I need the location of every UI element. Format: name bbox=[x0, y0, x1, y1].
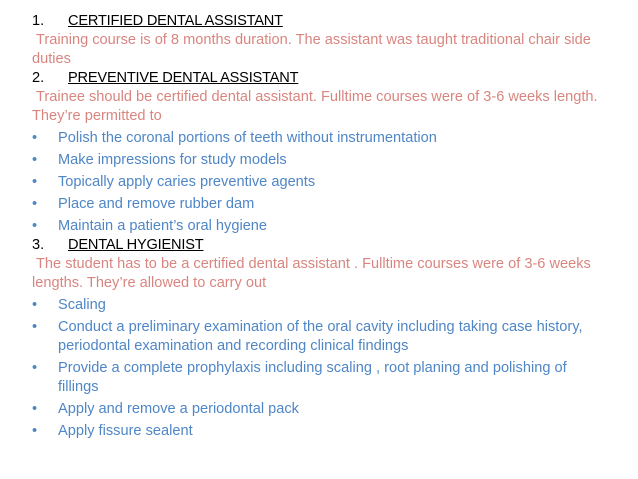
bullet-icon: • bbox=[32, 218, 38, 234]
list-item-text: Topically apply caries preventive agents bbox=[58, 174, 316, 190]
list-item-text: Place and remove rubber dam bbox=[58, 196, 255, 212]
bullet-icon: • bbox=[32, 401, 38, 417]
list-item bbox=[32, 296, 602, 315]
description-text: Training course is of 8 months duration. The assistant was taught traditional chair side duties bbox=[32, 32, 591, 67]
bullet-icon: • bbox=[32, 360, 38, 376]
section-number: 1. bbox=[32, 13, 45, 29]
section-heading bbox=[32, 236, 602, 255]
list-item bbox=[32, 151, 602, 170]
description-text: Trainee should be certified dental assistant. Fulltime courses were of 3-6 weeks length. They’re permitted to bbox=[32, 89, 598, 124]
list-item bbox=[32, 217, 602, 236]
bullet-list bbox=[32, 129, 602, 236]
section-certified-dental-assistant bbox=[32, 12, 602, 69]
section-description bbox=[32, 31, 602, 69]
section-description bbox=[32, 255, 602, 293]
list-item bbox=[32, 359, 602, 397]
list-item-text: Provide a complete prophylaxis including scaling , root planing and polishing of fillings bbox=[58, 360, 567, 395]
bullet-icon: • bbox=[32, 130, 38, 146]
list-item-text: Conduct a preliminary examination of the oral cavity including taking case history, periodontal examination and recording clinical findings bbox=[58, 319, 583, 354]
list-item bbox=[32, 195, 602, 214]
section-number: 2. bbox=[32, 70, 45, 86]
bullet-icon: • bbox=[32, 319, 38, 335]
list-item bbox=[32, 173, 602, 192]
list-item bbox=[32, 400, 602, 419]
slide-content bbox=[32, 12, 602, 441]
section-title: DENTAL HYGIENIST bbox=[68, 237, 204, 253]
list-item-text: Apply fissure sealent bbox=[58, 423, 193, 439]
list-item-text: Make impressions for study models bbox=[58, 152, 287, 168]
bullet-icon: • bbox=[32, 152, 38, 168]
bullet-icon: • bbox=[32, 196, 38, 212]
bullet-icon: • bbox=[32, 297, 38, 313]
section-heading bbox=[32, 12, 602, 31]
list-item bbox=[32, 422, 602, 441]
list-item-text: Maintain a patient’s oral hygiene bbox=[58, 218, 268, 234]
section-description bbox=[32, 88, 602, 126]
list-item bbox=[32, 318, 602, 356]
bullet-list bbox=[32, 296, 602, 441]
section-preventive-dental-assistant bbox=[32, 69, 602, 236]
list-item-text: Scaling bbox=[58, 297, 106, 313]
list-item bbox=[32, 129, 602, 148]
section-heading bbox=[32, 69, 602, 88]
section-title: PREVENTIVE DENTAL ASSISTANT bbox=[68, 70, 299, 86]
list-item-text: Polish the coronal portions of teeth without instrumentation bbox=[58, 130, 437, 146]
list-item-text: Apply and remove a periodontal pack bbox=[58, 401, 299, 417]
section-number: 3. bbox=[32, 237, 45, 253]
description-text: The student has to be a certified dental assistant . Fulltime courses were of 3-6 weeks lengths. They’re allowed to carry out bbox=[32, 256, 591, 291]
section-title: CERTIFIED DENTAL ASSISTANT bbox=[68, 13, 283, 29]
bullet-icon: • bbox=[32, 174, 38, 190]
bullet-icon: • bbox=[32, 423, 38, 439]
section-dental-hygienist bbox=[32, 236, 602, 441]
